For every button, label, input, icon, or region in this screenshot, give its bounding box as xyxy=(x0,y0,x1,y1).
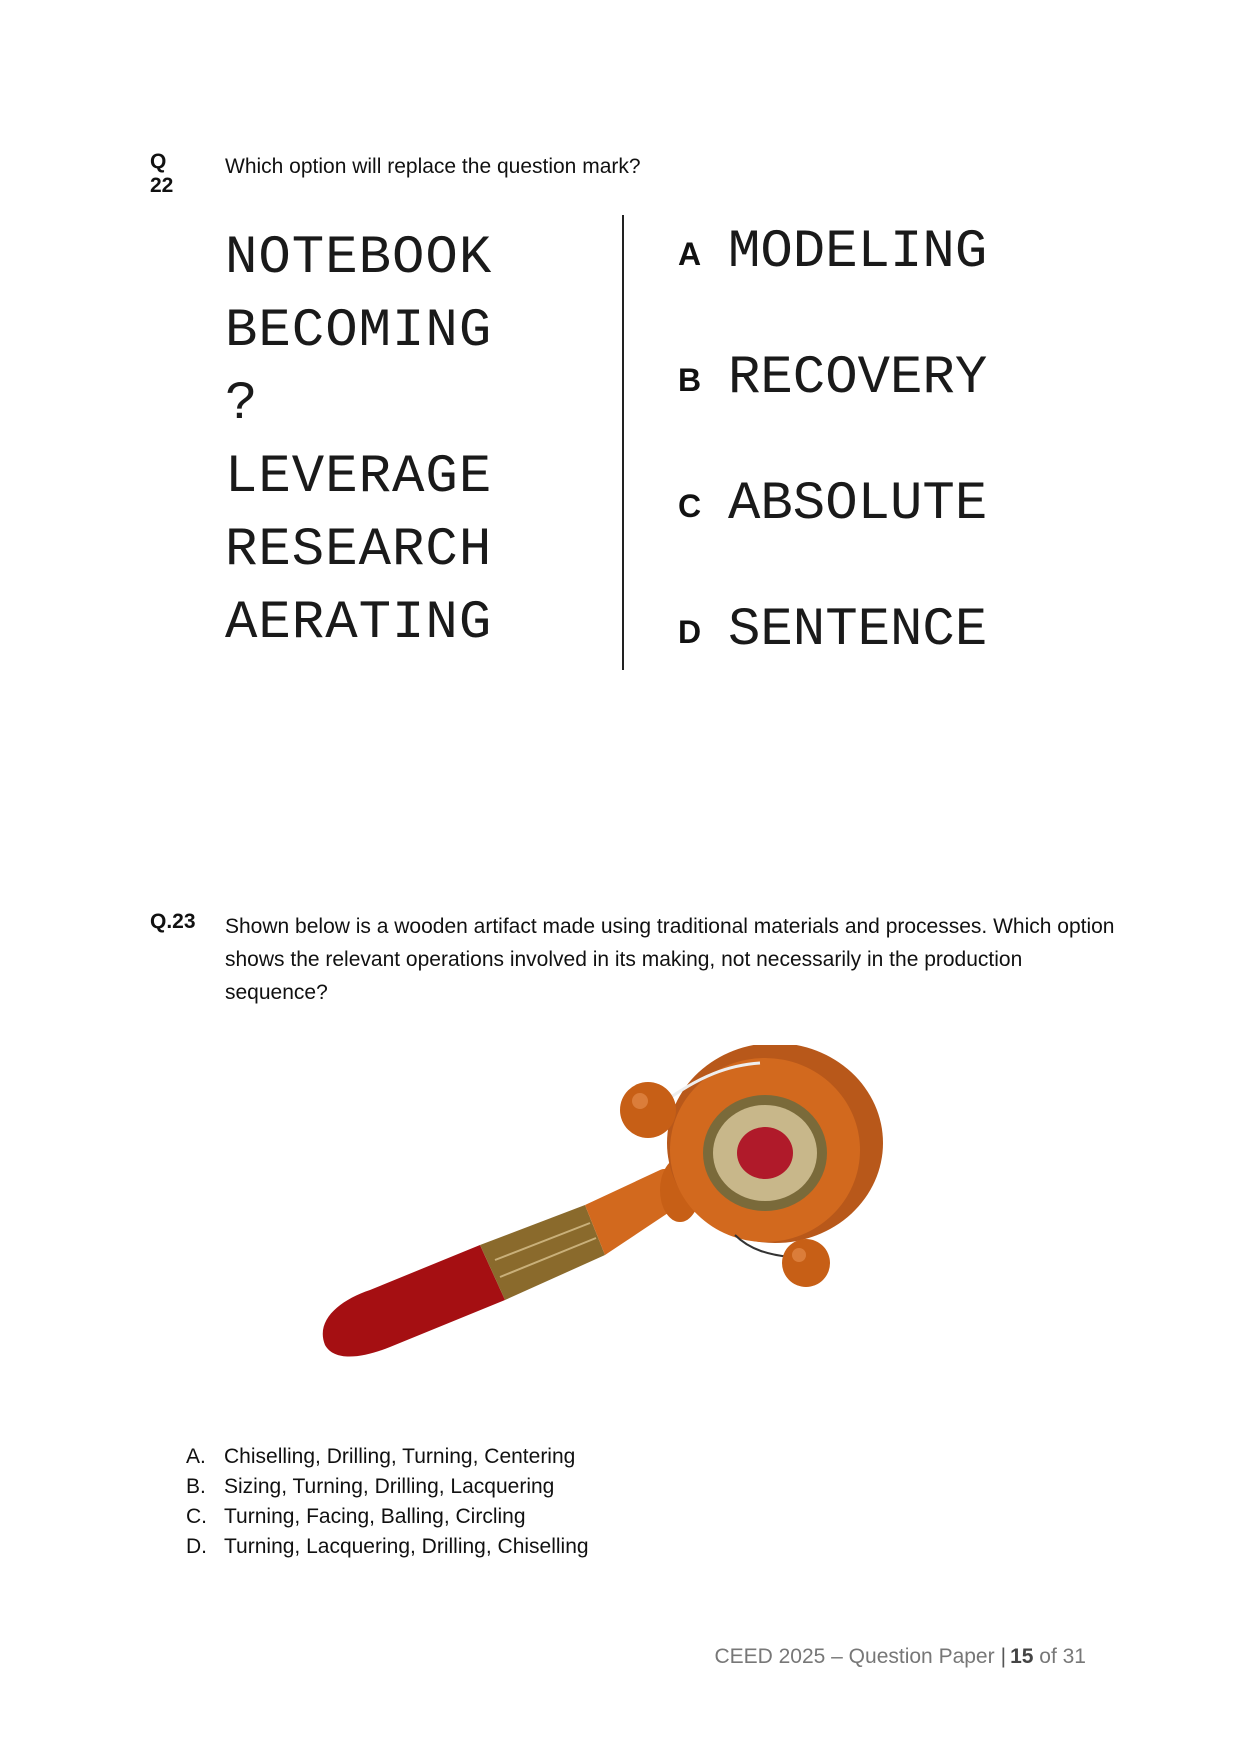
option-text: Chiselling, Drilling, Turning, Centering xyxy=(224,1445,576,1468)
sequence-word: NOTEBOOK xyxy=(225,228,493,289)
question-text: Shown below is a wooden artifact made using traditional materials and processes. Which option shows the relevant operations involved in its making, not necessarily in the production sequence? xyxy=(225,915,1115,1004)
option-text: Sizing, Turning, Drilling, Lacquering xyxy=(224,1475,555,1498)
footer-title: CEED 2025 – Question Paper xyxy=(714,1645,995,1668)
sequence-word: RESEARCH xyxy=(225,520,493,581)
option-letter: B. xyxy=(186,1475,206,1498)
sequence-question-mark: ? xyxy=(225,374,259,435)
question-number: Q 22 xyxy=(150,150,174,197)
option-text: Turning, Lacquering, Drilling, Chiselling xyxy=(224,1535,589,1558)
option-word: RECOVERY xyxy=(728,348,988,409)
option-letter: D. xyxy=(186,1535,207,1558)
option-letter: C. xyxy=(186,1505,207,1528)
question-number: Q.23 xyxy=(150,910,196,933)
footer-page-total: of 31 xyxy=(1039,1645,1086,1668)
option-word: SENTENCE xyxy=(728,600,988,661)
option-letter: A xyxy=(678,236,702,272)
sequence-word: AERATING xyxy=(225,593,493,654)
sequence-word: LEVERAGE xyxy=(225,447,493,508)
option-word: MODELING xyxy=(728,222,988,283)
vertical-divider xyxy=(622,215,624,670)
option-text: Turning, Facing, Balling, Circling xyxy=(224,1505,526,1528)
option-letter: A. xyxy=(186,1445,206,1468)
word-sequence xyxy=(225,222,492,660)
page-footer: CEED 2025 – Question Paper | 15 of 31 xyxy=(714,1645,1086,1668)
option-letter: C xyxy=(678,488,702,524)
option-letter: D xyxy=(678,614,702,650)
wooden-rattle-drum-image xyxy=(320,1045,920,1395)
option-word: ABSOLUTE xyxy=(728,474,988,535)
footer-page-number: 15 xyxy=(1010,1645,1034,1668)
option-letter: B xyxy=(678,362,702,398)
sequence-word: BECOMING xyxy=(225,301,493,362)
question-text: Which option will replace the question mark? xyxy=(225,155,641,178)
